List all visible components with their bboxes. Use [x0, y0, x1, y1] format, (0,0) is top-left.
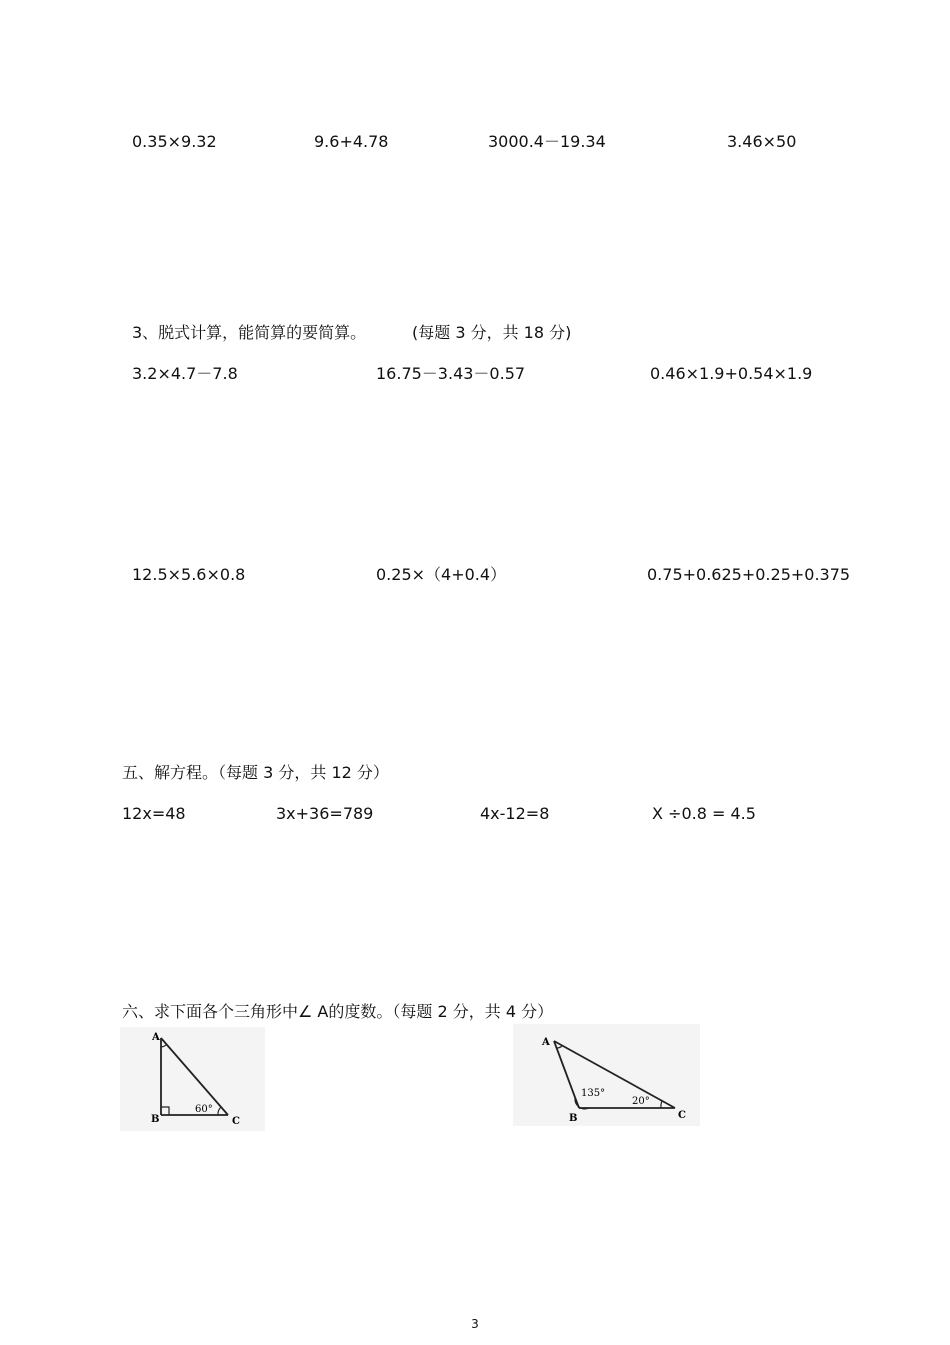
angle-c-arc: [661, 1101, 662, 1108]
vertex-label-c: C: [232, 1116, 240, 1127]
section3-item-4: 12.5×5.6×0.8: [132, 565, 246, 584]
angle-b-value: 135°: [581, 1088, 606, 1099]
angle-c-arc: [218, 1107, 221, 1115]
vertex-label-c: C: [678, 1110, 686, 1121]
section3-item-2: 16.75－3.43－0.57: [376, 364, 526, 383]
calc-item-2: 9.6+4.78: [314, 132, 389, 151]
equation-1: 12x=48: [122, 804, 186, 823]
vertex-label-b: B: [151, 1114, 160, 1125]
side-ab: [554, 1041, 579, 1108]
equation-4: X ÷0.8 = 4.5: [652, 804, 756, 823]
section6-heading: 六、求下面各个三角形中∠ A的度数。（每题 2 分，共 4 分）: [122, 1002, 554, 1021]
side-ac: [554, 1041, 675, 1108]
right-angle-mark: [161, 1107, 169, 1115]
equation-2: 3x+36=789: [276, 804, 374, 823]
calc-item-1: 0.35×9.32: [132, 132, 217, 151]
vertex-label-b: B: [569, 1113, 578, 1124]
triangle-figure-1: [120, 1027, 265, 1131]
section3-item-1: 3.2×4.7－7.8: [132, 364, 238, 383]
calc-item-4: 3.46×50: [727, 132, 797, 151]
section3-item-3: 0.46×1.9+0.54×1.9: [650, 364, 813, 383]
vertex-label-a: A: [542, 1037, 550, 1048]
calc-item-3: 3000.4－19.34: [488, 132, 606, 151]
section3-score: (每题 3 分，共 18 分): [412, 323, 572, 342]
section3-item-6: 0.75+0.625+0.25+0.375: [647, 565, 851, 584]
page-number: 3: [471, 1317, 479, 1331]
vertex-label-a: A: [152, 1032, 160, 1043]
section3-heading: 3、脱式计算，能简算的要简算。: [132, 323, 367, 342]
section5-heading: 五、解方程。（每题 3 分，共 12 分）: [122, 763, 389, 782]
section3-item-5: 0.25×（4+0.4）: [376, 565, 507, 584]
equation-3: 4x-12=8: [480, 804, 550, 823]
triangle-figure-2: [513, 1024, 700, 1126]
angle-c-value: 60°: [195, 1104, 213, 1115]
angle-c-value: 20°: [632, 1096, 650, 1107]
